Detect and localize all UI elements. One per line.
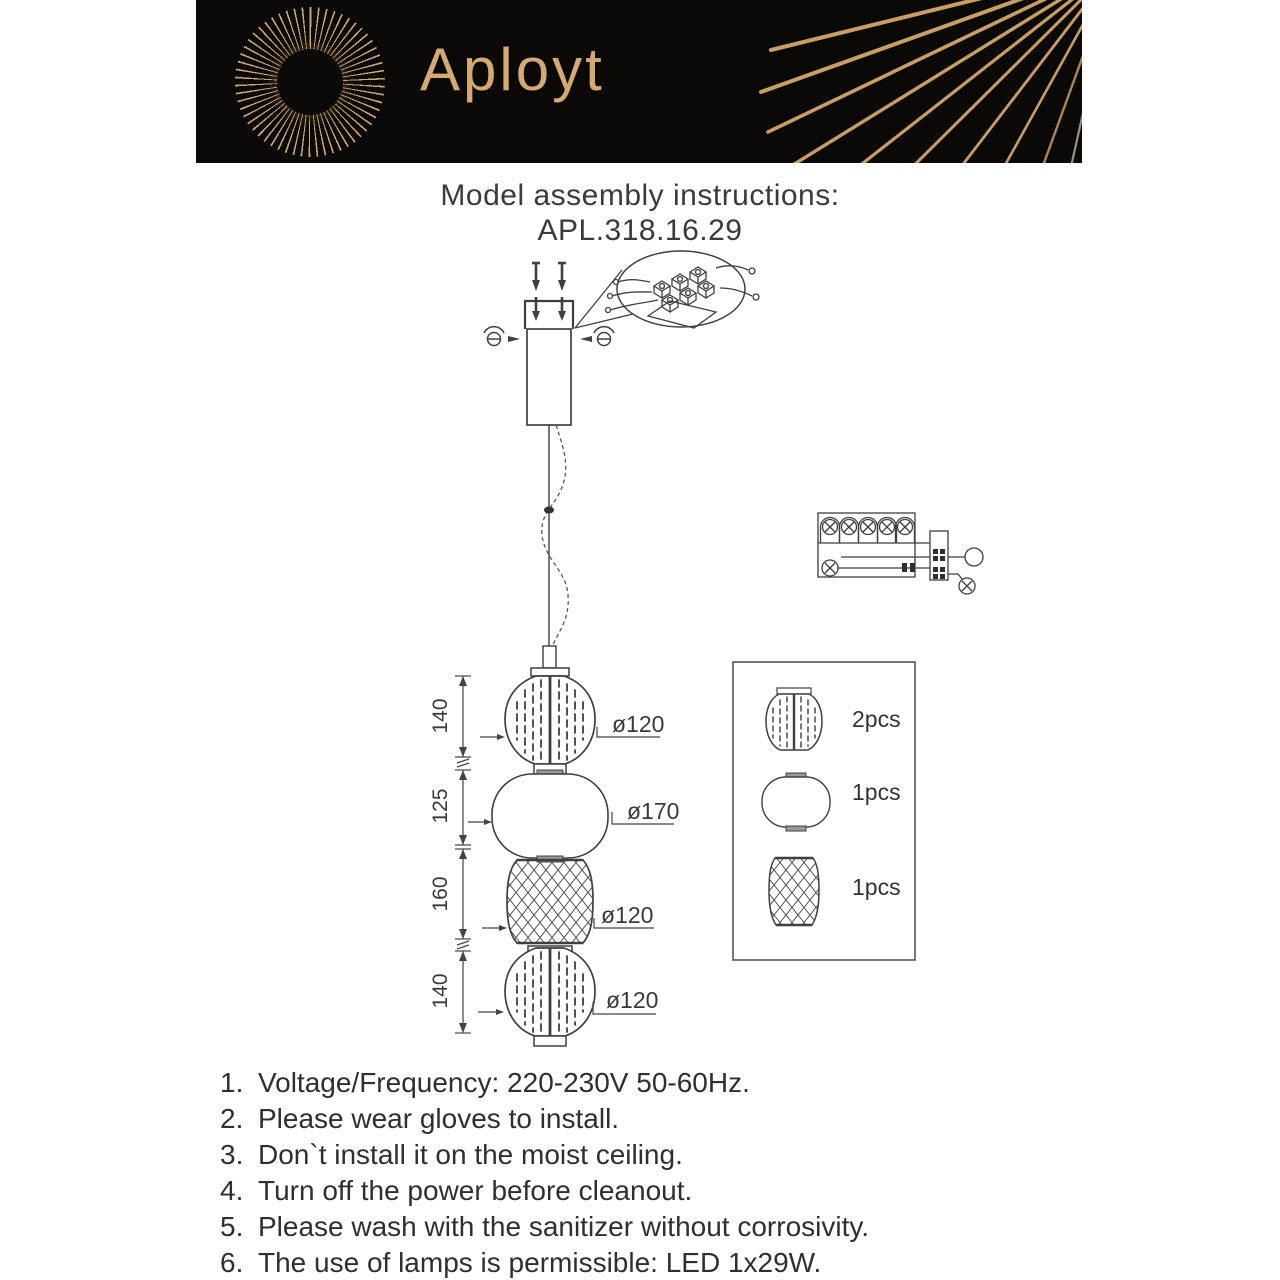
dim-label-125: 125: [429, 788, 452, 824]
part-qty-pillow: 1pcs: [852, 779, 901, 805]
shade-diamond: [507, 860, 593, 943]
side-screw-left: [484, 327, 520, 346]
parts-legend: [733, 662, 915, 960]
instruction-number: 6.: [220, 1247, 244, 1278]
part-thumb-diamond: [769, 858, 819, 925]
instruction-item-4: [220, 1173, 869, 1209]
instruction-number: 5.: [220, 1211, 244, 1242]
instruction-item-3: [220, 1137, 869, 1173]
instruction-item-1: [220, 1065, 869, 1101]
dim-label-140-top: 140: [429, 698, 452, 734]
shade-fluted-bottom: [505, 948, 595, 1046]
edge-arrows: [468, 734, 507, 1015]
instructions-list: [220, 1065, 869, 1280]
side-screw-right: [580, 327, 614, 346]
part-thumb-fluted: [766, 688, 822, 750]
instruction-text: Please wear gloves to install.: [258, 1103, 620, 1134]
dim-label-140-bottom: 140: [429, 973, 452, 1009]
part-qty-diamond: 1pcs: [852, 874, 901, 900]
model-number: APL.318.16.29: [537, 214, 743, 247]
instruction-text: Please wash with the sanitizer without corrosivity.: [258, 1211, 870, 1242]
diameter-labels: [593, 711, 679, 1014]
shade-fluted-top: [505, 668, 595, 774]
canopy: [527, 329, 571, 425]
instruction-item-2: [220, 1101, 869, 1137]
page-title: Model assembly instructions:: [440, 179, 840, 212]
instruction-text: Turn off the power before cleanout.: [258, 1175, 693, 1206]
mounting-detail: [484, 263, 614, 425]
brand-name: Aployt: [420, 36, 605, 103]
instruction-text: Don`t install it on the moist ceiling.: [258, 1139, 683, 1170]
instruction-number: 3.: [220, 1139, 244, 1170]
dimension-lines: [429, 676, 471, 1033]
instruction-text: The use of lamps is permissible: LED 1x29W.: [258, 1247, 822, 1278]
dia-label-120-top: ø120: [612, 711, 665, 737]
suspension-cable: [542, 425, 568, 668]
dim-label-160: 160: [429, 876, 452, 912]
wiring-lamps: [821, 518, 915, 544]
instruction-number: 1.: [220, 1067, 244, 1098]
dia-label-170: ø170: [627, 798, 680, 824]
instruction-text: Voltage/Frequency: 220-230V 50-60Hz.: [258, 1067, 750, 1098]
instruction-item-5: [220, 1209, 869, 1245]
dia-label-120-bottom: ø120: [606, 987, 659, 1013]
dia-label-120-mid: ø120: [601, 902, 654, 928]
wiring-diagram: [818, 513, 983, 594]
part-qty-fluted: 2pcs: [852, 706, 901, 732]
part-thumb-pillow: [762, 773, 830, 831]
shade-pillow: [492, 770, 608, 862]
instruction-number: 4.: [220, 1175, 244, 1206]
instruction-number: 2.: [220, 1103, 244, 1134]
instruction-item-6: [220, 1245, 869, 1280]
terminal-balloon: [575, 251, 759, 328]
